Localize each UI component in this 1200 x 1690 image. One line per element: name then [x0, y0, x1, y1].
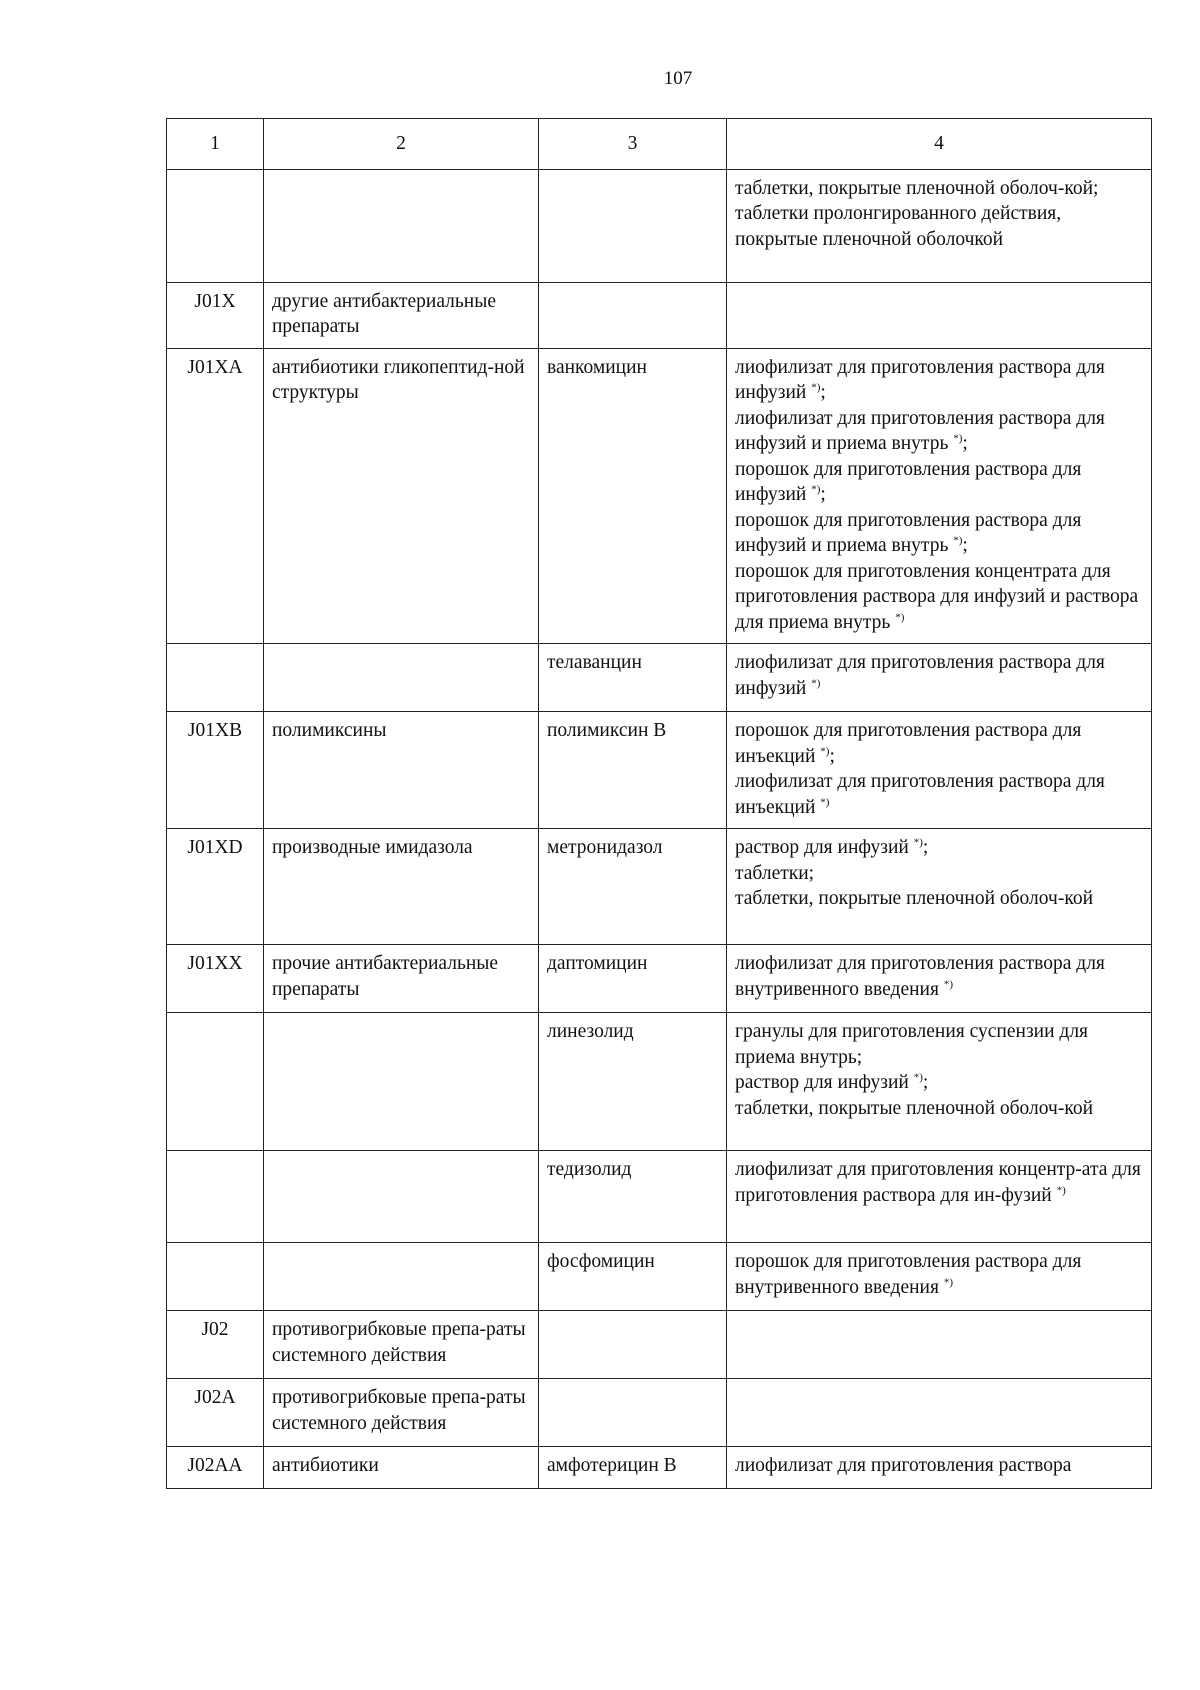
footnote-marker: *) [913, 1071, 923, 1084]
column-header: 4 [727, 119, 1152, 170]
dosage-form-line: порошок для приготовления раствора для инъекций *); [735, 720, 1082, 767]
dosage-forms-cell [727, 829, 1152, 945]
table-body [167, 169, 1152, 1489]
table-row [167, 945, 1152, 1013]
footnote-marker: *) [811, 381, 821, 394]
footnote-marker: *) [913, 836, 923, 849]
group-name-cell [264, 1151, 539, 1243]
atc-code-cell [167, 1243, 264, 1311]
column-header: 2 [264, 119, 539, 170]
table-row [167, 348, 1152, 644]
group-name-cell: другие антибактериальные препараты [264, 282, 539, 348]
drug-name-cell: метронидазол [539, 829, 727, 945]
atc-code-cell: J01XA [167, 348, 264, 644]
dosage-forms-cell [727, 1151, 1152, 1243]
table-row [167, 829, 1152, 945]
drug-name-cell: фосфомицин [539, 1243, 727, 1311]
atc-code-cell: J02AA [167, 1447, 264, 1489]
atc-code-cell: J01XB [167, 712, 264, 829]
atc-code-cell: J02A [167, 1379, 264, 1447]
group-name-cell: противогрибковые препа-раты системного действия [264, 1311, 539, 1379]
dosage-forms-cell [727, 1013, 1152, 1151]
drug-name-cell: полимиксин В [539, 712, 727, 829]
dosage-form-line: таблетки, покрытые пленочной оболоч-кой [735, 1097, 1093, 1119]
group-name-cell: производные имидазола [264, 829, 539, 945]
dosage-form-line: лиофилизат для приготовления раствора для инфузий *) [735, 652, 1105, 699]
column-header: 1 [167, 119, 264, 170]
footnote-marker: *) [811, 677, 821, 689]
group-name-cell [264, 169, 539, 282]
drug-table [166, 118, 1152, 1489]
table-row [167, 1379, 1152, 1447]
drug-name-cell: телаванцин [539, 644, 727, 712]
dosage-forms-cell [727, 644, 1152, 712]
footnote-marker: *) [953, 534, 963, 547]
dosage-forms-cell [727, 945, 1152, 1013]
dosage-forms-cell [727, 1311, 1152, 1379]
group-name-cell: антибиотики гликопептид-ной структуры [264, 348, 539, 644]
drug-name-cell: амфотерицин В [539, 1447, 727, 1489]
table-row [167, 169, 1152, 282]
column-header: 3 [539, 119, 727, 170]
dosage-form-line: таблетки, покрытые пленочной оболоч-кой [735, 888, 1093, 909]
dosage-form-line: порошок для приготовления концентрата для приготовления раствора для инфузий и раствора для приема внутрь *) [735, 560, 1139, 633]
dosage-form-line: таблетки, покрытые пленочной оболоч-кой; [735, 177, 1099, 199]
drug-name-cell [539, 282, 727, 348]
drug-name-cell [539, 1311, 727, 1379]
dosage-forms-cell [727, 348, 1152, 644]
drug-name-cell [539, 169, 727, 282]
table-row [167, 712, 1152, 829]
dosage-form-line: таблетки пролонгированного действия, покрытые пленочной оболочкой [735, 203, 1062, 250]
atc-code-cell: J01X [167, 282, 264, 348]
table-row [167, 1447, 1152, 1489]
group-name-cell [264, 1013, 539, 1151]
dosage-form-line: лиофилизат для приготовления раствора для инъекций *) [735, 771, 1105, 818]
dosage-form-line: лиофилизат для приготовления концентр-ата для приготовления раствора для ин-фузий *) [735, 1159, 1141, 1206]
footnote-marker: *) [820, 745, 830, 757]
drug-name-cell: ванкомицин [539, 348, 727, 644]
dosage-form-line: раствор для инфузий *); [735, 836, 929, 858]
dosage-form-line: лиофилизат для приготовления раствора для инфузий *); [735, 356, 1105, 403]
atc-code-cell [167, 1151, 264, 1243]
dosage-form-line: гранулы для приготовления суспензии для приема внутрь; [735, 1021, 1089, 1068]
dosage-form-line: лиофилизат для приготовления раствора для внутривенного введения *) [735, 953, 1105, 1000]
group-name-cell: противогрибковые препа-раты системного действия [264, 1379, 539, 1447]
dosage-forms-cell [727, 1447, 1152, 1489]
dosage-forms-cell [727, 169, 1152, 282]
group-name-cell: прочие антибактериальные препараты [264, 945, 539, 1013]
dosage-form-line: раствор для инфузий *); [735, 1071, 929, 1093]
table-row [167, 1151, 1152, 1243]
dosage-form-line: лиофилизат для приготовления раствора для инфузий и приема внутрь *); [735, 407, 1105, 454]
dosage-form-line: порошок для приготовления раствора для внутривенного введения *) [735, 1251, 1082, 1298]
drug-name-cell: линезолид [539, 1013, 727, 1151]
table-row [167, 1243, 1152, 1311]
dosage-forms-cell [727, 712, 1152, 829]
footnote-marker: *) [811, 483, 821, 496]
table-row [167, 1311, 1152, 1379]
atc-code-cell: J01XD [167, 829, 264, 945]
dosage-form-line: порошок для приготовления раствора для инфузий *); [735, 458, 1082, 505]
dosage-forms-cell [727, 1379, 1152, 1447]
atc-code-cell [167, 169, 264, 282]
group-name-cell [264, 1243, 539, 1311]
footnote-marker: *) [943, 978, 954, 990]
drug-name-cell: тедизолид [539, 1151, 727, 1243]
drug-name-cell [539, 1379, 727, 1447]
header-row [167, 119, 1152, 170]
atc-code-cell: J01XX [167, 945, 264, 1013]
atc-code-cell [167, 1013, 264, 1151]
table-row [167, 282, 1152, 348]
group-name-cell [264, 644, 539, 712]
dosage-forms-cell [727, 1243, 1152, 1311]
group-name-cell: полимиксины [264, 712, 539, 829]
atc-code-cell [167, 644, 264, 712]
atc-code-cell: J02 [167, 1311, 264, 1379]
footnote-marker: *) [1056, 1184, 1066, 1196]
dosage-form-line: таблетки; [735, 862, 815, 884]
table-row [167, 1013, 1152, 1151]
footnote-marker: *) [895, 611, 905, 623]
drug-name-cell: даптомицин [539, 945, 727, 1013]
footnote-marker: *) [943, 1276, 954, 1288]
table-row [167, 644, 1152, 712]
dosage-forms-cell [727, 282, 1152, 348]
dosage-form-line: порошок для приготовления раствора для инфузий и приема внутрь *); [735, 509, 1082, 556]
footnote-marker: *) [953, 432, 963, 445]
page-number: 107 [663, 68, 693, 89]
dosage-form-line: лиофилизат для приготовления раствора [735, 1455, 1072, 1476]
group-name-cell: антибиотики [264, 1447, 539, 1489]
footnote-marker: *) [820, 796, 830, 808]
